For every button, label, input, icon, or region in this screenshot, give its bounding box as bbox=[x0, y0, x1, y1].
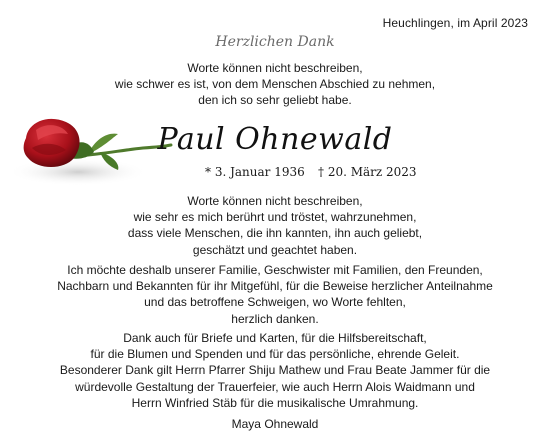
paragraph-line: Dank auch für Briefe und Karten, für die Hilfsbereitschaft, bbox=[123, 331, 427, 345]
paragraph-line: Besonderer Dank gilt Herrn Pfarrer Shiju Mathew und Frau Beate Jammer für die bbox=[59, 363, 491, 378]
birth-date: * 3. Januar 1936 bbox=[205, 165, 305, 179]
paragraph-line: Ich möchte deshalb unserer Familie, Geschwister mit Familien, den Freunden, bbox=[67, 263, 483, 277]
deceased-name: Paul Ohnewald bbox=[157, 122, 393, 157]
intro-verse bbox=[0, 60, 550, 109]
paragraph-line: geschätzt und geachtet haben. bbox=[192, 242, 358, 257]
paragraph-comfort bbox=[0, 193, 550, 258]
signature bbox=[0, 416, 550, 432]
death-date: † 20. März 2023 bbox=[318, 165, 417, 179]
place-date: Heuchlingen, im April 2023 bbox=[382, 16, 528, 30]
paragraph-line: für die Blumen und Spenden und für das persönliche, ehrende Geleit. bbox=[90, 347, 460, 362]
intro-line: wie schwer es ist, von dem Menschen Abschied zu nehmen, bbox=[114, 77, 436, 92]
paragraph-special-thanks bbox=[0, 330, 550, 411]
intro-line: den ich so sehr geliebt habe. bbox=[198, 93, 352, 108]
paragraph-line: und das betroffene Schweigen, wo Worte fehlten, bbox=[144, 295, 406, 310]
heading: Herzlichen Dank bbox=[215, 34, 335, 50]
paragraph-line: Nachbarn und Bekannten für ihr Mitgefühl, für die Beweise herzlicher Anteilnahme bbox=[57, 279, 493, 294]
intro-line: Worte können nicht beschreiben, bbox=[187, 61, 363, 75]
paragraph-line: Worte können nicht beschreiben, bbox=[187, 194, 363, 208]
paragraph-line: Herrn Winfried Stäb für die musikalische Umrahmung. bbox=[131, 395, 419, 410]
paragraph-thanks bbox=[0, 262, 550, 327]
paragraph-line: herzlich danken. bbox=[231, 311, 319, 326]
signature-name: Maya Ohnewald bbox=[231, 417, 319, 431]
paragraph-line: würdevolle Gestaltung der Trauerfeier, wie auch Herrn Alois Waidmann und bbox=[75, 379, 475, 394]
paragraph-line: dass viele Menschen, die ihn kannten, ihn auch geliebt, bbox=[127, 226, 423, 241]
paragraph-line: wie sehr es mich berührt und tröstet, wahrzunehmen, bbox=[133, 210, 417, 225]
